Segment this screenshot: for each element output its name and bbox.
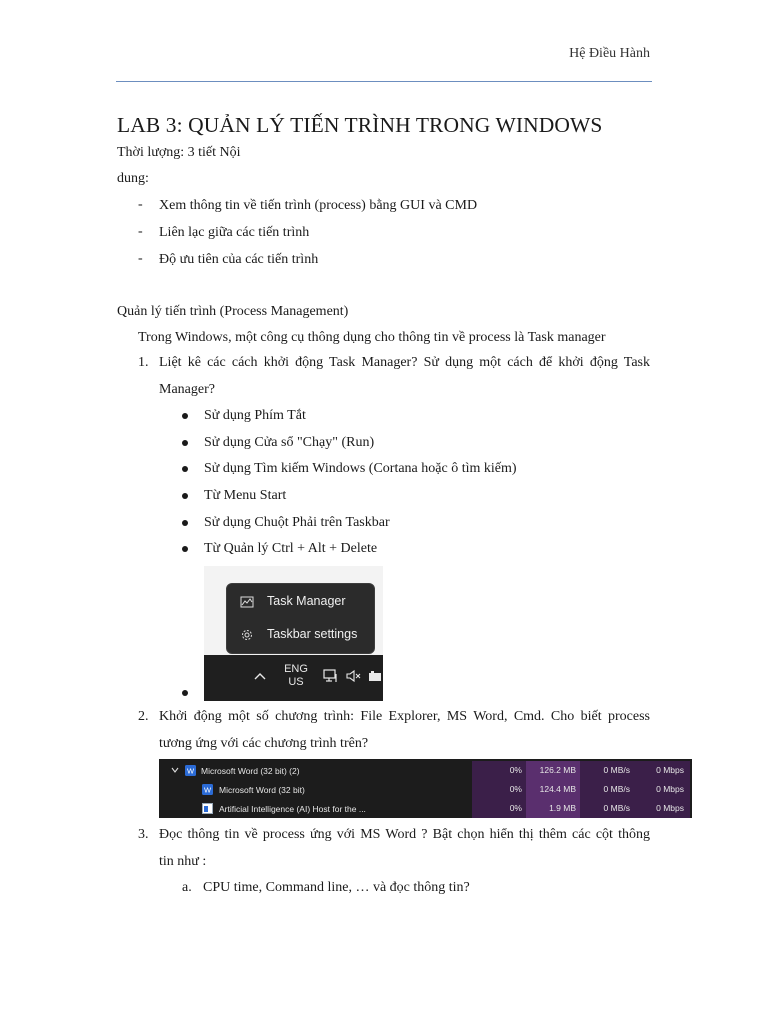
svg-text:W: W (203, 785, 212, 795)
bullet (182, 520, 188, 526)
network-value: 0 Mbps (656, 765, 684, 775)
section-lead: Trong Windows, một công cụ thông dụng cho thông tin về process là Task manager (138, 330, 606, 345)
question-number: 2. (138, 709, 149, 724)
disk-cell (580, 780, 634, 799)
memory-value: 124.4 MB (539, 784, 576, 794)
header-divider (116, 81, 652, 82)
gear-icon (240, 628, 254, 642)
bullet (182, 466, 188, 472)
duration-line: Thời lượng: 3 tiết Nội (117, 145, 241, 160)
network-value: 0 Mbps (656, 784, 684, 794)
network-value: 0 Mbps (656, 803, 684, 813)
svg-text:W: W (186, 766, 195, 776)
cpu-value: 0% (509, 765, 522, 775)
list-item: Độ ưu tiên của các tiến trình (159, 252, 319, 267)
disk-cell (580, 799, 634, 818)
menu-item-label: Task Manager (267, 594, 346, 608)
network-cell (634, 799, 690, 818)
list-item: Sử dụng Cửa sổ "Chạy" (Run) (204, 435, 375, 450)
process-name: Artificial Intelligence (AI) Host for the ... (219, 804, 366, 814)
list-dash: - (138, 197, 143, 212)
question-number: 1. (138, 355, 149, 370)
chevron-up-icon[interactable] (254, 671, 266, 681)
section-heading: Quản lý tiến trình (Process Management) (117, 304, 349, 319)
table-row[interactable] (159, 799, 692, 818)
table-row[interactable] (159, 761, 692, 780)
volume-muted-icon[interactable] (346, 669, 362, 683)
list-item: Từ Quản lý Ctrl + Alt + Delete (204, 541, 378, 556)
document-title: LAB 3: QUẢN LÝ TIẾN TRÌNH TRONG WINDOWS (117, 113, 603, 137)
question-2-line-2: tương ứng với các chương trình trên? (159, 736, 369, 751)
list-dash: - (138, 251, 143, 266)
menu-item-taskbar-settings[interactable] (227, 620, 374, 650)
bullet (182, 413, 188, 419)
list-item: Sử dụng Phím Tắt (204, 408, 306, 423)
app-window-icon (202, 803, 213, 814)
list-item: Xem thông tin về tiến trình (process) bằng GUI và CMD (159, 198, 478, 213)
process-name: Microsoft Word (32 bit) (219, 785, 305, 795)
region-code: US (288, 676, 304, 688)
question-2-line-1: Khởi động một số chương trình: File Explorer, MS Word, Cmd. Cho biết process (159, 709, 650, 724)
cpu-cell (472, 761, 526, 780)
context-menu (226, 583, 375, 654)
activity-chart-icon (240, 595, 254, 609)
content-label: dung: (117, 171, 149, 186)
bullet (182, 493, 188, 499)
list-item: Từ Menu Start (204, 488, 287, 503)
word-app-icon (185, 765, 196, 776)
sub-item-text: CPU time, Command line, … và đọc thông tin? (203, 880, 470, 895)
process-name: Microsoft Word (32 bit) (2) (201, 766, 300, 776)
disk-value: 0 MB/s (603, 784, 630, 794)
memory-value: 1.9 MB (549, 803, 576, 813)
disk-value: 0 MB/s (603, 765, 630, 775)
language-code: ENG (284, 663, 308, 675)
word-app-icon (202, 784, 213, 795)
bullet (182, 546, 188, 552)
menu-item-task-manager[interactable] (227, 587, 374, 617)
bullet (182, 440, 188, 446)
question-3-line-1: Đọc thông tin về process ứng với MS Word ? Bật chọn hiển thị thêm các cột thông (159, 827, 650, 842)
question-1-line-2: Manager? (159, 382, 215, 397)
memory-cell (526, 780, 580, 799)
list-item: Sử dụng Chuột Phải trên Taskbar (204, 515, 390, 530)
question-3-line-2: tin như : (159, 854, 207, 869)
language-indicator[interactable] (284, 663, 308, 689)
cpu-value: 0% (509, 784, 522, 794)
memory-cell (526, 799, 580, 818)
battery-icon[interactable] (368, 669, 382, 683)
question-1-line-1: Liệt kê các cách khởi động Task Manager? Sử dụng một cách để khởi động Task (159, 355, 650, 370)
taskbar-context-menu-screenshot (204, 566, 383, 701)
page-header: Hệ Điều Hành (569, 46, 650, 61)
list-item: Sử dụng Tìm kiếm Windows (Cortana hoặc ô tìm kiếm) (204, 461, 517, 476)
table-row[interactable] (159, 780, 692, 799)
network-cell (634, 780, 690, 799)
memory-value: 126.2 MB (539, 765, 576, 775)
chevron-down-icon[interactable] (171, 767, 179, 773)
cpu-cell (472, 799, 526, 818)
sub-item-marker: a. (182, 880, 192, 895)
network-cell (634, 761, 690, 780)
network-icon[interactable] (323, 668, 339, 684)
cpu-cell (472, 780, 526, 799)
question-number: 3. (138, 827, 149, 842)
disk-cell (580, 761, 634, 780)
memory-cell (526, 761, 580, 780)
menu-item-label: Taskbar settings (267, 627, 358, 641)
taskbar (204, 655, 383, 701)
disk-value: 0 MB/s (603, 803, 630, 813)
process-table-screenshot (159, 759, 692, 818)
list-dash: - (138, 224, 143, 239)
list-item: Liên lạc giữa các tiến trình (159, 225, 310, 240)
bullet (182, 690, 188, 696)
cpu-value: 0% (509, 803, 522, 813)
